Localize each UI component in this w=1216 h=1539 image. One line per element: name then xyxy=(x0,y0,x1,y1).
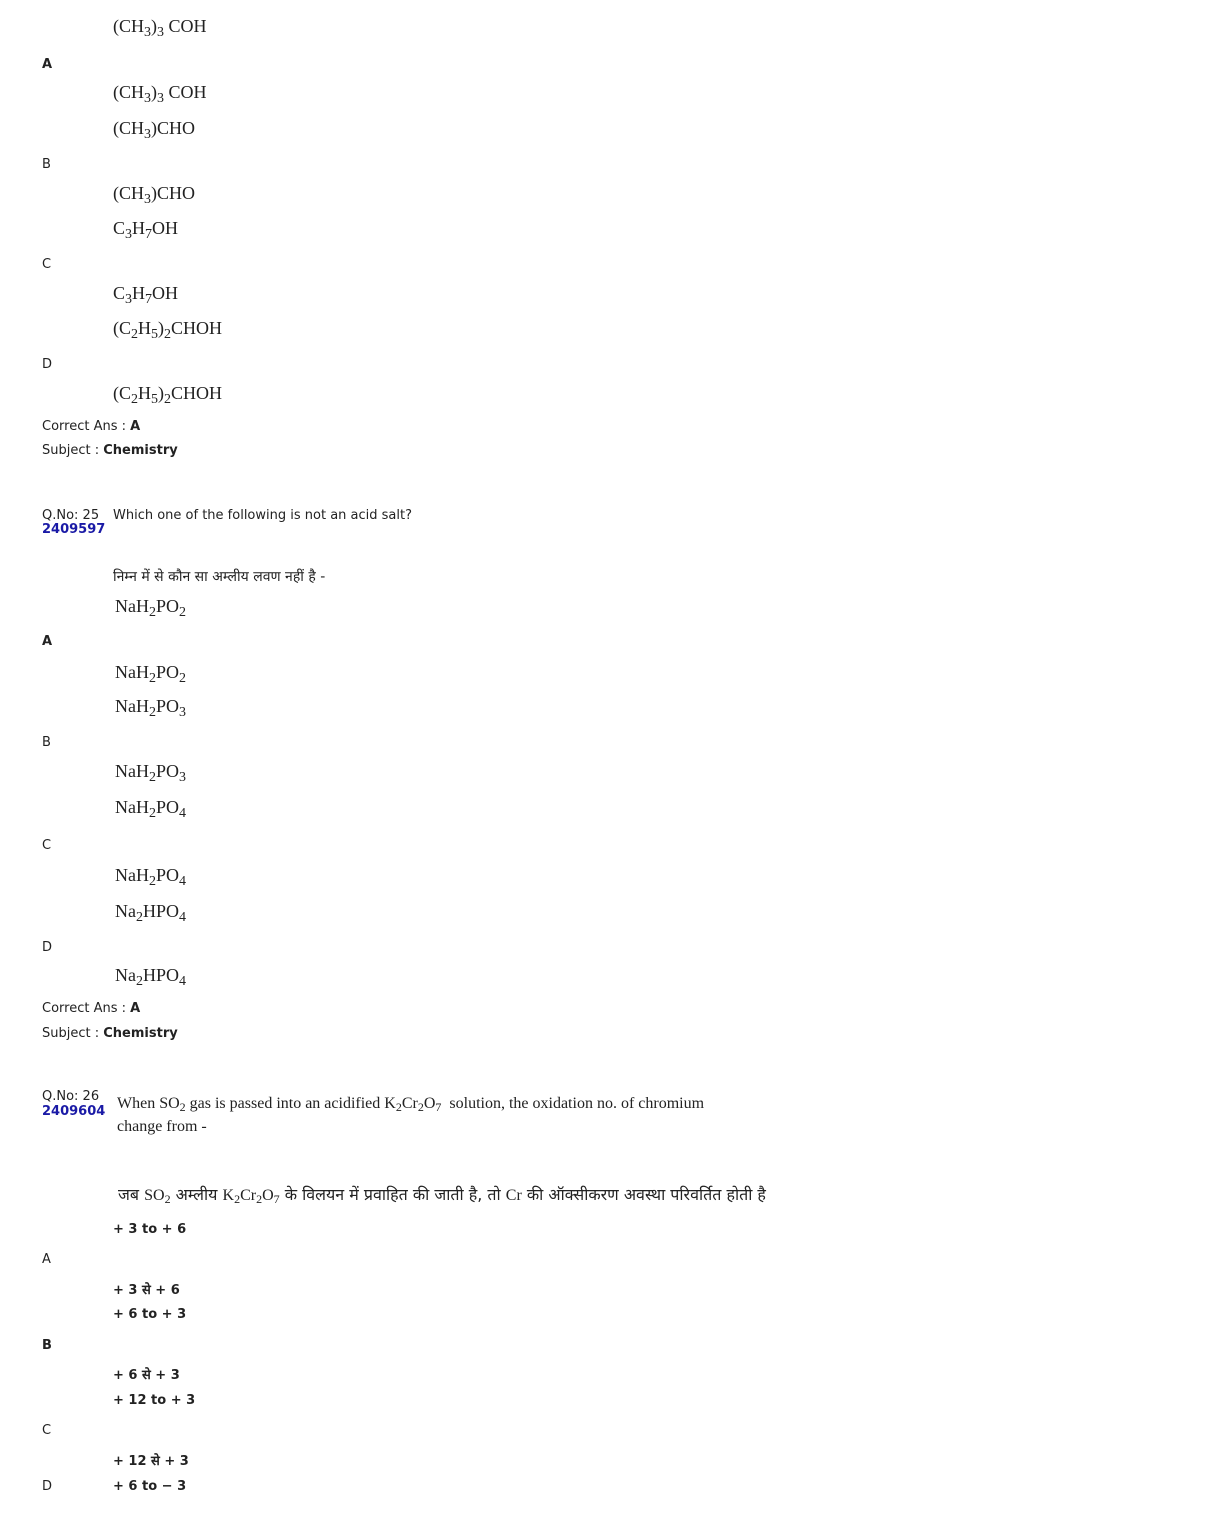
q24-option-c-en: $C_3H_7OH$ xyxy=(113,283,179,307)
q26-option-c-hi: + 12 से + 3 xyxy=(113,1454,189,1469)
q25-number: Q.No: 25 xyxy=(42,508,100,523)
correct-ans-value: A xyxy=(130,419,141,434)
correct-ans-label: Correct Ans : xyxy=(42,1001,126,1016)
q24-option-a-hi: $(CH_3)CHO$ xyxy=(113,118,195,142)
q24-option-b-letter[interactable]: B xyxy=(42,157,51,172)
q26-option-c-letter[interactable]: C xyxy=(42,1423,52,1438)
q26-question-en xyxy=(117,1092,704,1138)
q26-option-d-letter[interactable]: D xyxy=(42,1479,53,1494)
q26-option-b-hi: + 6 से + 3 xyxy=(113,1368,180,1383)
q24-option-a-en: $(CH_3)_3$ COH xyxy=(113,82,207,106)
q25-question-hi: निम्न में से कौन सा अम्लीय लवण नहीं है - xyxy=(113,569,326,585)
q25-option-c-letter[interactable]: C xyxy=(42,838,52,853)
q25-option-a-en: $NaH_2PO_2$ xyxy=(115,662,187,686)
q26-question-line-1: When $SO_2$ gas is passed into an acidified $K_2Cr_2O_7$ solution, the oxidation no. of chromium xyxy=(117,1095,705,1114)
q25-option-b-hi: $NaH_2PO_3$ xyxy=(115,696,187,720)
subject-value: Chemistry xyxy=(103,1026,178,1041)
q26-option-b-en: + 6 to + 3 xyxy=(113,1307,187,1322)
q25-option-b-letter[interactable]: B xyxy=(42,735,51,750)
q24-option-d-en: $(C_2H_5)_2CHOH$ xyxy=(113,383,223,407)
q24-option-b-hi: $C_3H_7OH$ xyxy=(113,218,179,242)
q26-id[interactable]: 2409604 xyxy=(42,1104,106,1119)
q25-option-d-en: $Na_2HPO_4$ xyxy=(115,965,187,989)
q26-option-a-letter[interactable]: A xyxy=(42,1252,51,1267)
q26-option-c-en: + 12 to + 3 xyxy=(113,1393,196,1408)
subject-label: Subject : xyxy=(42,443,100,458)
q26-option-b-letter[interactable]: B xyxy=(42,1338,52,1353)
q25-option-c-en: $NaH_2PO_4$ xyxy=(115,865,187,889)
q25-option-c-hi: $NaH_2PO_4$ xyxy=(115,797,187,821)
q25-option-b-en: $NaH_2PO_3$ xyxy=(115,761,187,785)
q25-question-en: Which one of the following is not an acid salt? xyxy=(113,508,412,523)
q26-question-line-2: change from - xyxy=(117,1118,207,1135)
q24-correct-answer xyxy=(42,419,140,434)
q25-option-a-hi: $NaH_2PO_2$ xyxy=(115,596,187,620)
q26-number: Q.No: 26 xyxy=(42,1089,100,1104)
q25-id[interactable]: 2409597 xyxy=(42,522,106,537)
subject-value: Chemistry xyxy=(103,443,178,458)
q24-option-d-letter[interactable]: D xyxy=(42,357,53,372)
q25-option-a-letter[interactable]: A xyxy=(42,634,53,649)
q26-question-hi: जब $SO_2$ अम्लीय $K_2Cr_2O_7$ के विलयन में प्रवाहित की जाती है, तो Cr की ऑक्सीकरण अवस्था परिवर्तित होती है xyxy=(118,1185,766,1206)
correct-ans-label: Correct Ans : xyxy=(42,419,126,434)
q25-option-d-letter[interactable]: D xyxy=(42,940,53,955)
q24-subject xyxy=(42,443,178,458)
q26-option-d-en: + 6 to − 3 xyxy=(113,1479,187,1494)
q24-option-a-letter[interactable]: A xyxy=(42,57,53,72)
q24-option-b-en: $(CH_3)CHO$ xyxy=(113,183,195,207)
q24-option-c-hi: $(C_2H_5)_2CHOH$ xyxy=(113,318,223,342)
correct-ans-value: A xyxy=(130,1001,141,1016)
q24-option-c-letter[interactable]: C xyxy=(42,257,52,272)
formula-text: $(CH_3)_3$ COH xyxy=(113,16,207,40)
q26-option-a-en: + 3 to + 6 xyxy=(113,1222,187,1237)
q26-option-a-hi: + 3 से + 6 xyxy=(113,1283,180,1298)
q25-subject xyxy=(42,1026,178,1041)
subject-label: Subject : xyxy=(42,1026,100,1041)
q25-option-d-hi: $Na_2HPO_4$ xyxy=(115,901,187,925)
q24-answer-top xyxy=(113,16,207,40)
q25-correct-answer xyxy=(42,1001,140,1016)
